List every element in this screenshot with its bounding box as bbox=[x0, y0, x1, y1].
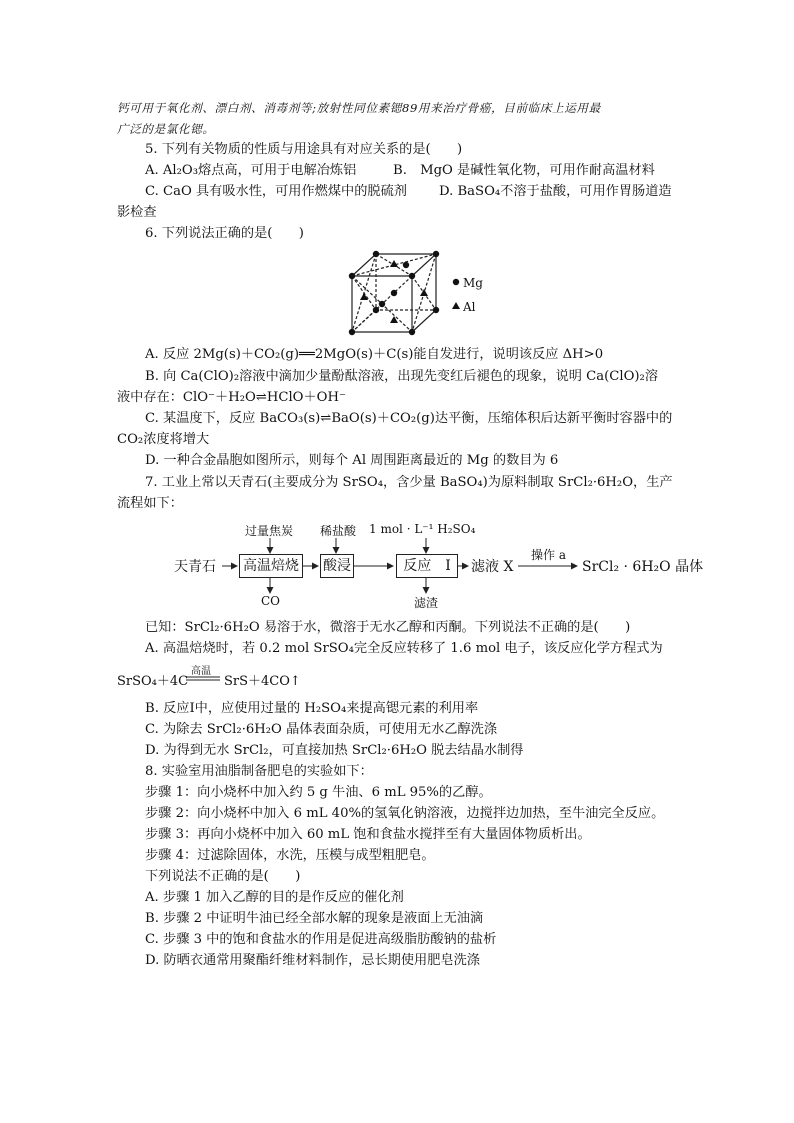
q8-option-d: D. 防晒衣通常用聚酯纤维材料制作，忌长期使用肥皂洗涤 bbox=[145, 953, 480, 968]
q7-known: 已知：SrCl₂·6H₂O 易溶于水，微溶于无水乙醇和丙酮。下列说法不正确的是( ) bbox=[145, 620, 631, 635]
q8-step-3: 步骤 3：再向小烧杯中加入 60 mL 饱和食盐水搅拌至有大量固体物质析出。 bbox=[145, 827, 591, 842]
q5-option-c: C. CaO 具有吸水性，可用作燃煤中的脱硫剂 bbox=[145, 184, 407, 199]
q6-option-c-cont: CO₂浓度将增大 bbox=[117, 432, 210, 447]
flow-step-roast: 高温焙烧 bbox=[239, 554, 303, 578]
flow-step-acid: 酸浸 bbox=[320, 554, 354, 578]
q6-option-c: C. 某温度下，反应 BaCO₃(s)⇌BaO(s)＋CO₂(g)达平衡，压缩体积后达新平衡时容器中的 bbox=[145, 411, 673, 426]
q6-option-a: A. 反应 2Mg(s)＋CO₂(g)══2MgO(s)＋C(s)能自发进行，说明该反应 ΔH>0 bbox=[145, 347, 604, 362]
equation-condition: 高温 bbox=[191, 666, 211, 677]
equation-left: SrSO₄＋4C bbox=[117, 674, 189, 689]
q8-step-1: 步骤 1：向小烧杯中加入约 5 g 牛油、6 mL 95%的乙醇。 bbox=[145, 785, 492, 800]
q8-option-b: B. 步骤 2 中证明牛油已经全部水解的现象是液面上无油滴 bbox=[145, 911, 484, 926]
q6-option-d: D. 一种合金晶胞如图所示，则每个 Al 周围距离最近的 Mg 的数目为 6 bbox=[145, 453, 559, 468]
flow-input-h2so4: 1 mol · L⁻¹ H₂SO₄ bbox=[369, 522, 476, 536]
q6-option-b-cont: 液中存在：ClO⁻＋H₂O⇌HClO＋OH⁻ bbox=[117, 390, 346, 405]
equation-right: SrS＋4CO↑ bbox=[224, 674, 301, 689]
q7-option-a: A. 高温焙烧时，若 0.2 mol SrSO₄完全反应转移了 1.6 mol 电子，该反应化学方程式为 bbox=[145, 641, 663, 656]
q6-option-b: B. 向 Ca(ClO)₂溶液中滴加少量酚酞溶液，出现先变红后褪色的现象，说明 Ca(ClO)₂溶 bbox=[145, 369, 659, 384]
intro-line-2: 广泛的是氯化锶。 bbox=[117, 122, 215, 136]
q7-stem-cont: 流程如下： bbox=[117, 496, 183, 511]
q7-option-d: D. 为得到无水 SrCl₂，可直接加热 SrCl₂·6H₂O 脱去结晶水制得 bbox=[145, 743, 524, 758]
flow-step-reaction: 反应 Ⅰ bbox=[396, 554, 458, 578]
legend-mg-label: Mg bbox=[463, 276, 483, 290]
q5-option-a: A. Al₂O₃熔点高，可用于电解冶炼铝 bbox=[145, 163, 357, 178]
flow-output-co: CO bbox=[261, 594, 281, 608]
q8-option-c: C. 步骤 3 中的饱和食盐水的作用是促进高级脂肪酸钠的盐析 bbox=[145, 932, 497, 947]
q7-option-c: C. 为除去 SrCl₂·6H₂O 晶体表面杂质，可使用无水乙醇洗涤 bbox=[145, 722, 498, 737]
q5-option-b: B. MgO 是碱性氧化物，可用作耐高温材料 bbox=[393, 163, 655, 178]
q5-option-d-cont: 影检查 bbox=[117, 205, 157, 220]
q7-stem: 7. 工业上常以天青石(主要成分为 SrSO₄，含少量 BaSO₄)为原料制取 SrCl₂·6H₂O，生产 bbox=[145, 475, 673, 490]
q8-step-2: 步骤 2：向小烧杯中加入 6 mL 40%的氢氧化钠溶液，边搅拌边加热，至牛油完全反应。 bbox=[145, 806, 665, 821]
q8-question: 下列说法不正确的是( ) bbox=[145, 869, 301, 884]
q5-option-d: D. BaSO₄不溶于盐酸，可用作胃肠道造 bbox=[439, 184, 672, 199]
q5-stem: 5. 下列有关物质的性质与用途具有对应关系的是( ) bbox=[145, 142, 463, 157]
q8-stem: 8. 实验室用油脂制备肥皂的实验如下： bbox=[145, 764, 373, 779]
flow-output-residue: 滤渣 bbox=[414, 596, 439, 610]
q6-stem: 6. 下列说法正确的是( ) bbox=[145, 226, 304, 241]
legend-al-label: Al bbox=[463, 300, 476, 314]
q8-option-a: A. 步骤 1 加入乙醇的目的是作反应的催化剂 bbox=[145, 890, 404, 905]
flow-product: SrCl₂ · 6H₂O 晶体 bbox=[582, 559, 704, 575]
q8-step-4: 步骤 4：过滤除固体，水洗，压模与成型粗肥皂。 bbox=[145, 848, 435, 863]
equation-equals bbox=[186, 676, 222, 682]
intro-line-1: 钙可用于氧化剂、漂白剂、消毒剂等;放射性同位素锶89用来治疗骨癌，目前临床上运用最 bbox=[117, 101, 601, 115]
flow-operation: 操作 a bbox=[531, 548, 566, 562]
q7-option-b: B. 反应Ⅰ中，应使用过量的 H₂SO₄来提高锶元素的利用率 bbox=[145, 701, 479, 716]
flow-input-coke: 过量焦炭 bbox=[245, 524, 294, 538]
flow-start: 天青石 bbox=[174, 559, 216, 575]
flow-filtrate: 滤液 X bbox=[471, 559, 514, 575]
flow-input-hcl: 稀盐酸 bbox=[320, 524, 357, 538]
